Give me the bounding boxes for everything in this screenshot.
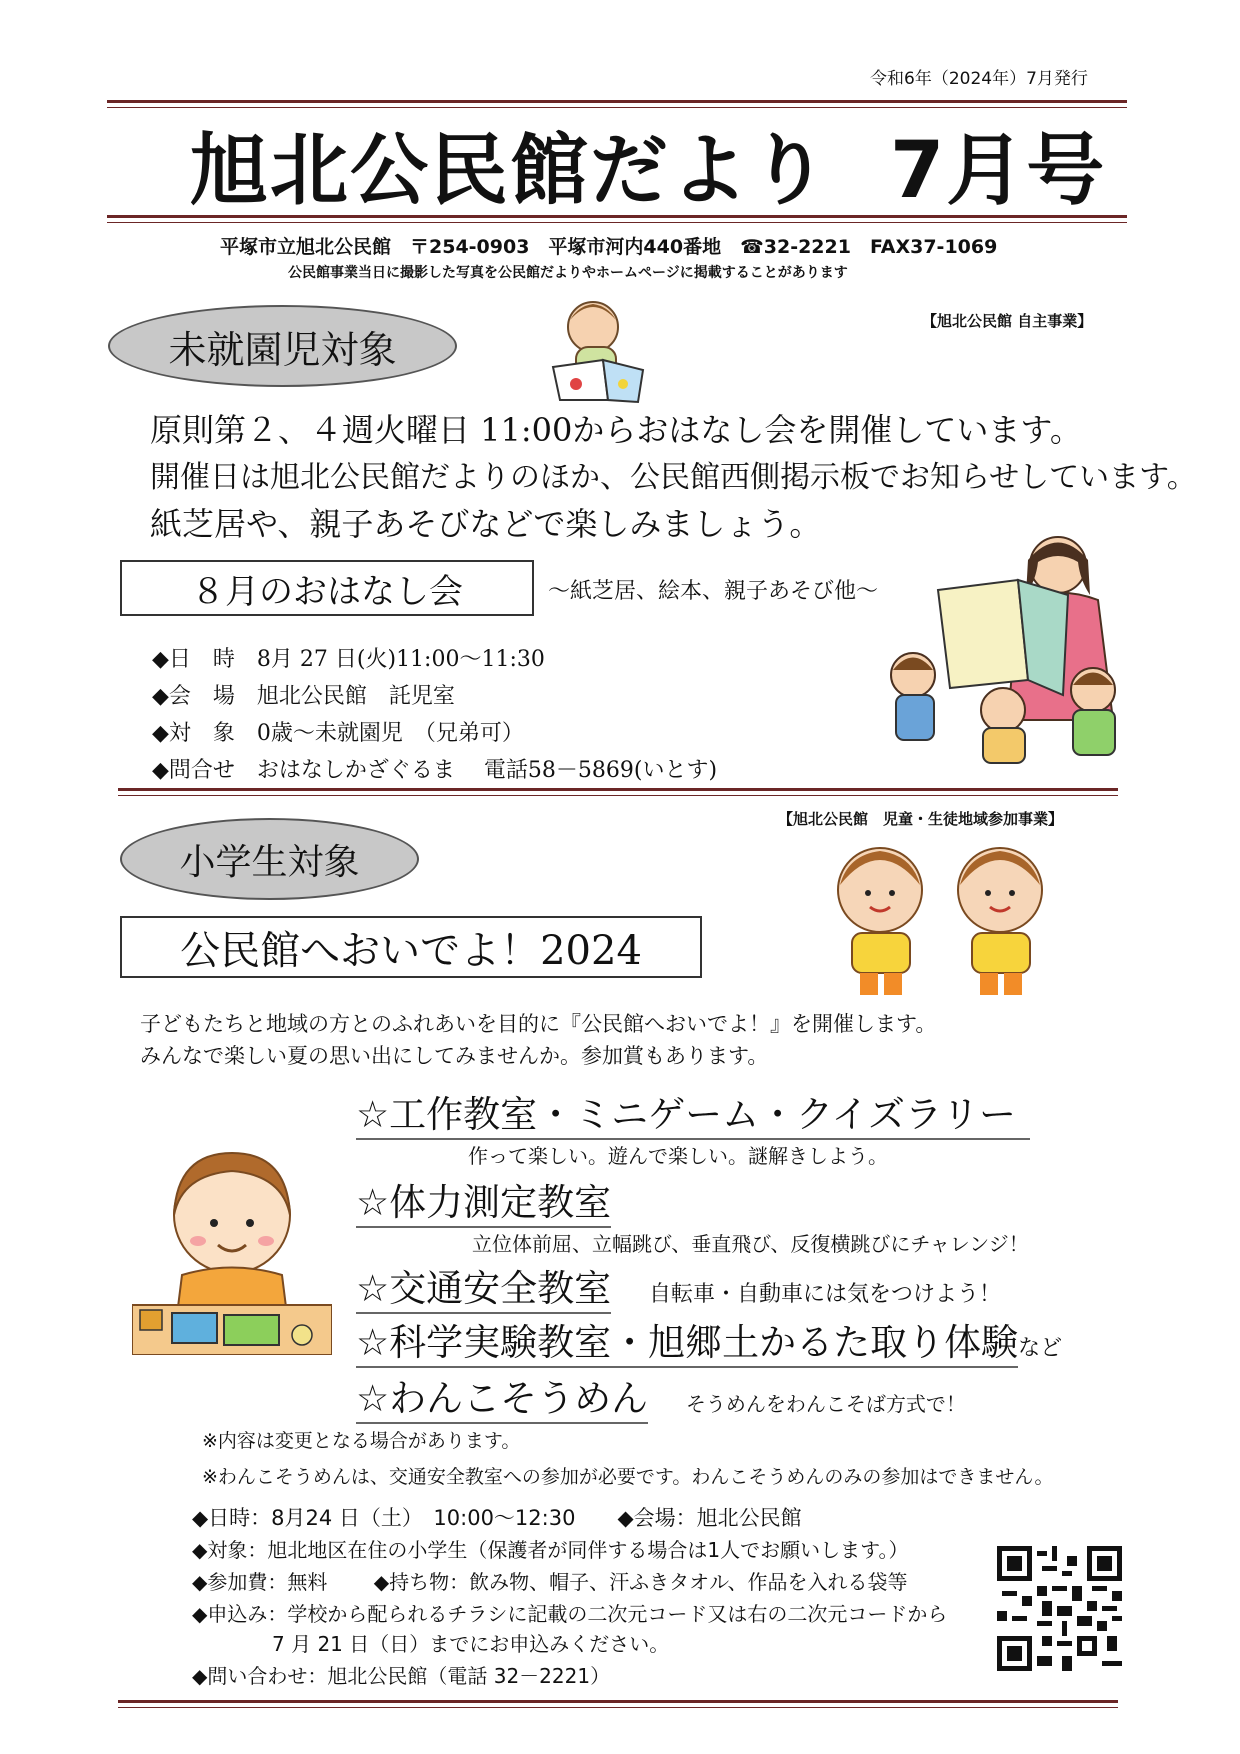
program-1-note: 作って楽しい。遊んで楽しい。謎解きしよう。 (468, 1144, 888, 1168)
section2-heading-text: 小学生対象 (179, 841, 360, 883)
section1-event-subtitle: ～紙芝居、絵本、親子あそび他～ (548, 579, 879, 604)
section2-event-title-box (120, 916, 702, 978)
address-line: 平塚市立旭北公民館 〒254-0903 平塚市河内440番地 ☎32-2221 FAX37-1069 (220, 236, 998, 258)
section1-detail-target: ◆対 象 0歳～未就園児 （兄弟可） (152, 721, 524, 746)
program-3-note: 自転車・自動車には気をつけよう！ (648, 1282, 1001, 1307)
program-5-note: そうめんをわんこそば方式で！ (685, 1392, 966, 1416)
section1-intro-2: 開催日は旭北公民館だよりのほか、公民館西側掲示板でお知らせしています。 (150, 460, 1197, 495)
section1-heading (108, 305, 457, 387)
section1-intro-3: 紙芝居や、親子あそびなどで楽しみましょう。 (150, 505, 822, 543)
program-1-title (356, 1084, 1030, 1140)
section2-detail-fee: ◆参加費：無料 ◆持ち物：飲み物、帽子、汗ふきタオル、作品を入れる袋等 (192, 1570, 908, 1594)
header-bottom-rule (107, 215, 1127, 223)
storytelling-icon (868, 520, 1130, 765)
section2-heading (120, 818, 419, 900)
section2-event-title: 公民館へおいでよ！2024 (180, 927, 642, 974)
program-3-title-text: ☆交通安全教室 (356, 1258, 611, 1314)
section1-event-title: ８月のおはなし会 (191, 571, 463, 612)
section2-tag: 【旭北公民館 児童・生徒地域参加事業】 (778, 810, 1064, 828)
title-text: 旭北公民館だより (190, 126, 831, 216)
section2-detail-date: ◆日時：8月24 日（土） 10:00～12:30 ◆会場：旭北公民館 (192, 1506, 802, 1530)
section2-intro-1: 子どもたちと地域の方とのふれあいを目的に『公民館へおいでよ！』を開催します。 (140, 1012, 937, 1036)
section1-heading-text: 未就園児対象 (168, 327, 397, 372)
qr-code-icon[interactable] (997, 1546, 1122, 1671)
section-divider-1 (118, 788, 1118, 796)
photo-notice: 公民館事業当日に撮影した写真を公民館だよりやホームページに掲載することがあります (288, 265, 848, 281)
section2-note-2: ※わんこそうめんは、交通安全教室への参加が必要です。わんこそうめんのみの参加はできません。 (202, 1466, 1054, 1488)
program-3-title (356, 1258, 1001, 1314)
issue-date: 令和6年（2024年）7月発行 (870, 69, 1088, 89)
section2-note-1: ※内容は変更となる場合があります。 (202, 1430, 521, 1452)
program-4-title (356, 1312, 1062, 1368)
section1-event-title-box (120, 560, 534, 616)
section1-intro-1: 原則第２、４週火曜日 11:00からおはなし会を開催しています。 (150, 411, 1082, 449)
child-crafting-icon (132, 1145, 332, 1355)
program-1-title-text: ☆工作教室・ミニゲーム・クイズラリー (356, 1084, 1030, 1140)
program-4-note: など (1018, 1336, 1063, 1361)
header-top-rule (107, 100, 1127, 108)
program-2-title-text: ☆体力測定教室 (356, 1172, 611, 1228)
section2-detail-contact: ◆問い合わせ：旭北公民館（電話 32－2221） (192, 1664, 611, 1688)
page-title (190, 108, 1106, 220)
program-5-title-text: ☆わんこそうめん (356, 1368, 648, 1424)
program-5-title (356, 1368, 966, 1424)
baby-reading-icon (548, 292, 658, 404)
section-divider-2 (118, 1700, 1118, 1708)
section1-tag: 【旭北公民館 自主事業】 (922, 312, 1093, 330)
issue-number: 7月号 (890, 126, 1107, 216)
section2-detail-target: ◆対象：旭北地区在住の小学生（保護者が同伴する場合は1人でお願いします。） (192, 1538, 909, 1562)
program-2-title (356, 1172, 611, 1228)
walking-kids-icon (830, 835, 1055, 1000)
program-4-title-text: ☆科学実験教室・旭郷土かるた取り体験 (356, 1312, 1018, 1368)
section2-detail-apply: ◆申込み：学校から配られるチラシに記載の二次元コード又は右の二次元コードから (192, 1602, 948, 1626)
section2-intro-2: みんなで楽しい夏の思い出にしてみませんか。参加賞もあります。 (140, 1044, 769, 1068)
program-2-note: 立位体前屈、立幅跳び、垂直飛び、反復横跳びにチャレンジ！ (472, 1232, 1029, 1256)
section1-detail-venue: ◆会 場 旭北公民館 託児室 (152, 684, 455, 709)
section1-detail-date: ◆日 時 8月 27 日(火)11:00～11:30 (152, 647, 545, 672)
section2-detail-deadline: 7 月 21 日（日）までにお申込みください。 (192, 1632, 670, 1656)
section1-detail-contact: ◆問合せ おはなしかざぐるま 電話58－5869(いとす) (152, 758, 718, 783)
